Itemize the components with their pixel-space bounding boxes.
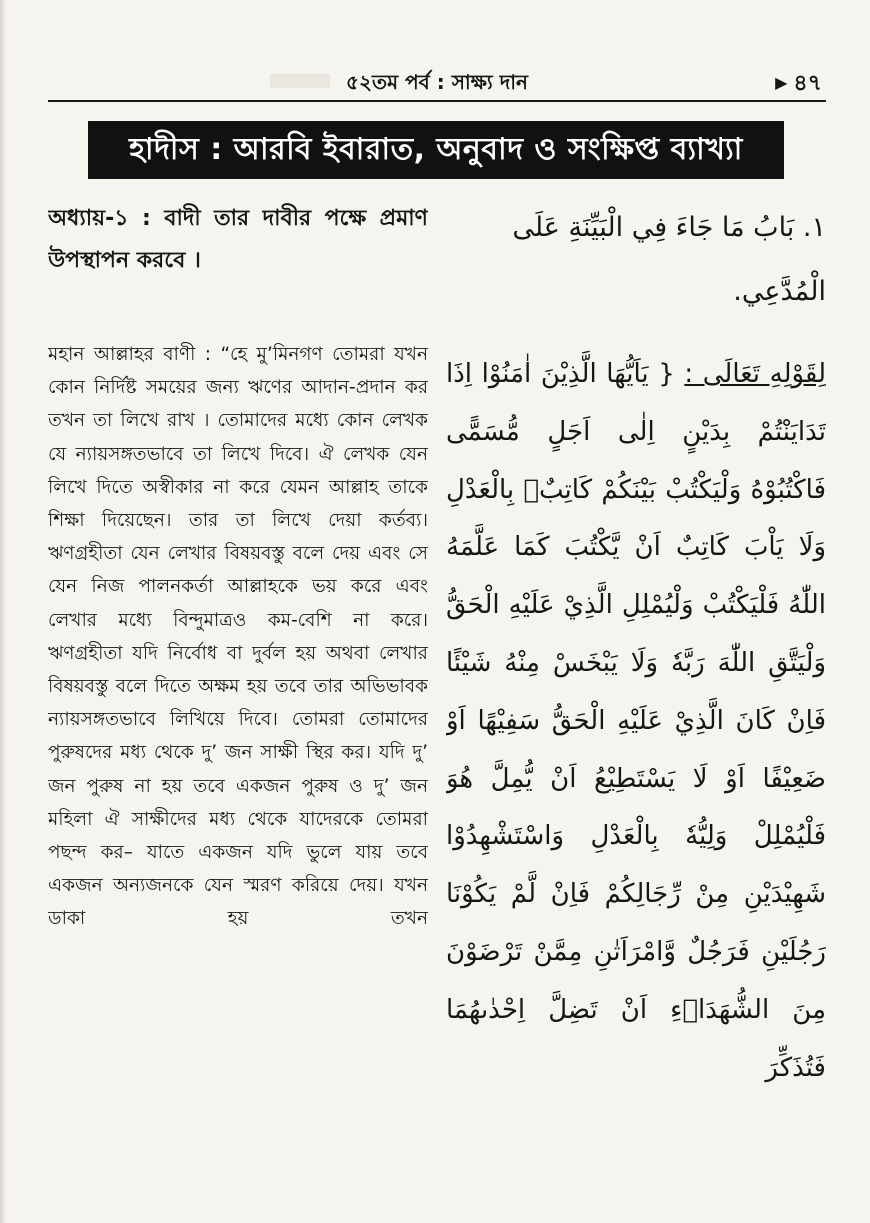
page-spine-shadow: [0, 0, 6, 1223]
arabic-verse-text: { يَاَيُّهَا الَّذِيْنَ اٰمَنُوْا اِذَا تَدَايَنْتُمْ بِدَيْنٍ اِلٰى اَجَلٍ مُّسَمًّى فَاكْتُبُوْهُ وَلْيَكْتُبْ بَيْنَكُمْ كَاتِبٌۢ بِالْعَدْلِ وَلَا يَاْبَ كَاتِبٌ اَنْ يَّكْتُبَ كَمَا عَلَّمَهُ اللّٰهُ فَلْيَكْتُبْ وَلْيُمْلِلِ الَّذِيْ عَلَيْهِ الْحَقُّ وَلْيَتَّقِ اللّٰهَ رَبَّهٗ وَلَا يَبْخَسْ مِنْهُ شَيْئًا فَاِنْ كَانَ الَّذِيْ عَلَيْهِ الْحَقُّ سَفِيْهًا اَوْ ضَعِيْفًا اَوْ لَا يَسْتَطِيْعُ اَنْ يُّمِلَّ هُوَ فَلْيُمْلِلْ وَلِيُّهٗ بِالْعَدْلِ وَاسْتَشْهِدُوْا شَهِيْدَيْنِ مِنْ رِّجَالِكُمْ فَاِنْ لَّمْ يَكُوْنَا رَجُلَيْنِ فَرَجُلٌ وَّامْرَاَتٰنِ مِمَّنْ تَرْضَوْنَ مِنَ الشُّهَدَاۤءِ اَنْ تَضِلَّ اِحْدٰىهُمَا فَتُذَكِّرَ: [446, 359, 826, 1083]
arabic-verse-intro: لِقَوْلِهِ تَعَالَى :: [684, 359, 826, 389]
section-banner: হাদীস : আরবি ইবারাত, অনুবাদ ও সংক্ষিপ্ত ব্যাখ্যা: [88, 121, 784, 179]
arrow-right-icon: ▶: [775, 73, 788, 92]
chapter-heading-arabic: ١. بَابُ مَا جَاءَ فِي الْبَيِّنَةِ عَلَى الْمُدَّعِي.: [512, 212, 826, 307]
arabic-verse: [446, 346, 826, 1097]
page-number: [775, 66, 822, 103]
header-title: ৫২তম পর্ব : সাক্ষ্য দান: [346, 70, 528, 94]
running-header: [48, 62, 826, 102]
page-number-value: ৪৭: [793, 71, 822, 96]
chapter-heading-bengali: অধ্যায়-১ : বাদী তার দাবীর পক্ষে প্রমাণ উপস্থাপন করবে ।: [48, 206, 428, 273]
arabic-column: [446, 196, 826, 1223]
bengali-column: [48, 198, 428, 1223]
translation-paragraph: মহান আল্লাহর বাণী : “হে মু’মিনগণ তোমরা যখন কোন নির্দিষ্ট সময়ের জন্য ঋণের আদান-প্রদান কর তখন তা লিখে রাখ । তোমাদের মধ্যে কোন লেখক যে ন্যায়সঙ্গতভাবে তা লিখে দিবে। ঐ লেখক যেন লিখে দিতে অস্বীকার না করে যেমন আল্লাহ তাকে শিক্ষা দিয়েছেন। তার তা লিখে দেয়া কর্তব্য। ঋণগ্রহীতা যেন লেখার বিষয়বস্তু বলে দেয় এবং সে যেন নিজ পালনকর্তা আল্লাহকে ভয় করে এবং লেখার মধ্যে বিন্দুমাত্রও কম-বেশি না করে। ঋণগ্রহীতা যদি নির্বোধ বা দুর্বল হয় অথবা লেখার বিষয়বস্তু বলে দিতে অক্ষম হয় তবে তার অভিভাবক ন্যায়সঙ্গতভাবে লিখিয়ে দিবে। তোমরা তোমাদের পুরুষদের মধ্য থেকে দু’ জন সাক্ষী স্থির কর। যদি দু’ জন পুরুষ না হয় তবে একজন পুরুষ ও দু’ জন মহিলা ঐ সাক্ষীদের মধ্য থেকে যাদেরকে তোমরা পছন্দ কর– যাতে একজন যদি ভুলে যায় তবে একজন অন্যজনকে যেন স্মরণ করিয়ে দেয়। যখন ডাকা হয় তখন: [48, 344, 428, 930]
